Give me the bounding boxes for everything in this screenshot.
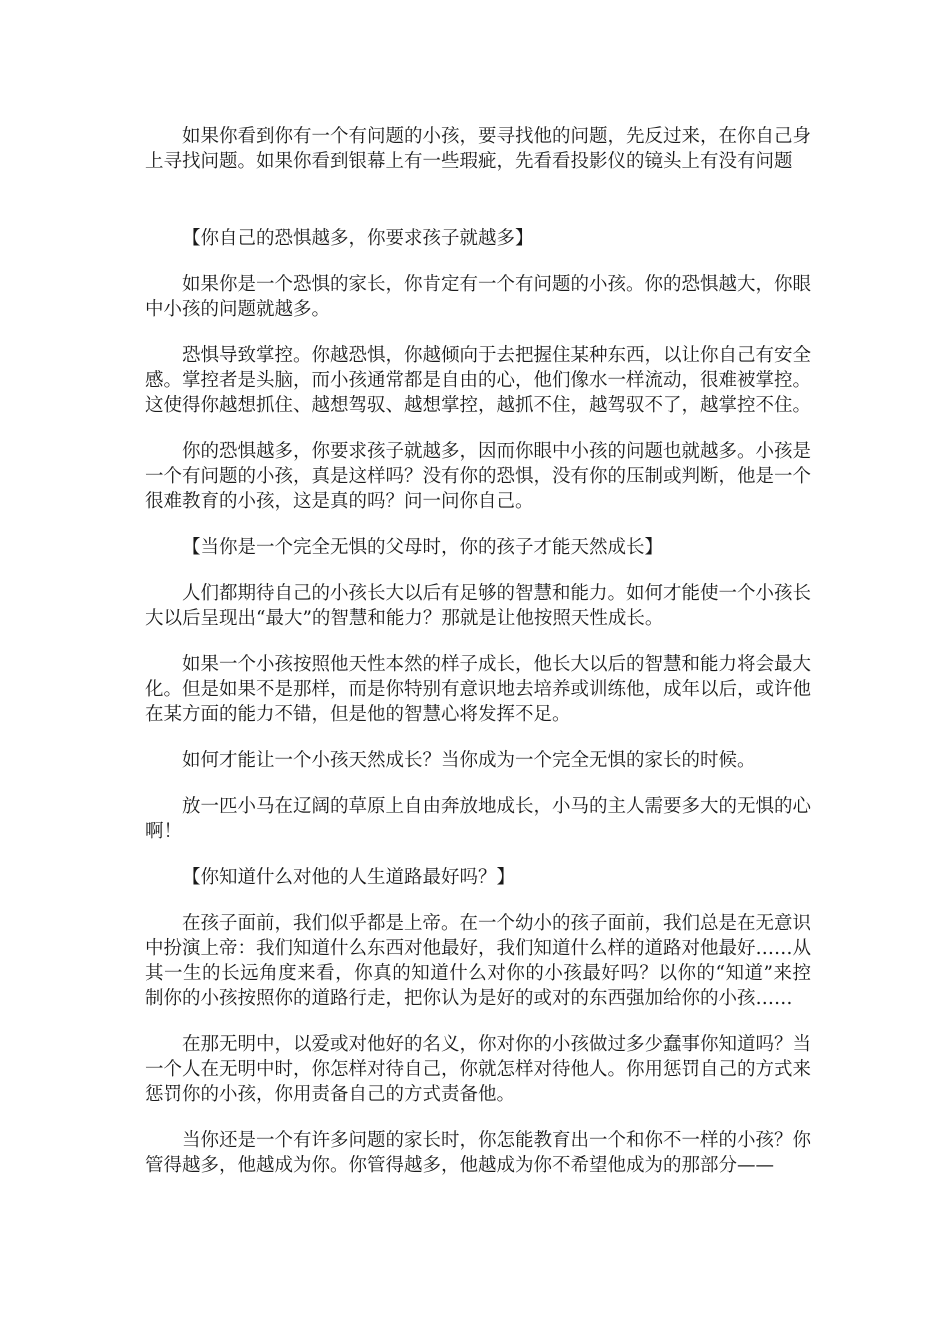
paragraph: 人们都期待自己的小孩长大以后有足够的智慧和能力。如何才能使一个小孩长大以后呈现出“最大”的智慧和能力？那就是让他按照天性成长。 — [145, 583, 812, 629]
document-body — [145, 124, 811, 1199]
paragraph: 当你还是一个有许多问题的家长时，你怎能教育出一个和你不一样的小孩？你管得越多，他越成为你。你管得越多，他越成为你不希望他成为的那部分—— — [145, 1130, 812, 1176]
paragraph: 如果你是一个恐惧的家长，你肯定有一个有问题的小孩。你的恐惧越大，你眼中小孩的问题就越多。 — [145, 274, 812, 320]
paragraph: 在孩子面前，我们似乎都是上帝。在一个幼小的孩子面前，我们总是在无意识中扮演上帝：我们知道什么东西对他最好，我们知道什么样的道路对他最好……从其一生的长远角度来看，你真的知道什么对你的小孩最好吗？以你的“知道”来控制你的小孩按照你的道路行走，把你认为是好的或对的东西强加给你的小孩…… — [145, 913, 812, 1009]
paragraph: 如果一个小孩按照他天性本然的样子成长，他长大以后的智慧和能力将会最大化。但是如果不是那样，而是你特别有意识地去培养或训练他，成年以后，或许他在某方面的能力不错，但是他的智慧心将发挥不足。 — [145, 654, 812, 725]
paragraph: 在那无明中，以爱或对他好的名义，你对你的小孩做过多少蠢事你知道吗？当一个人在无明中时，你怎样对待自己，你就怎样对待他人。你用惩罚自己的方式来惩罚你的小孩，你用责备自己的方式责备他。 — [145, 1034, 812, 1105]
paragraph: 放一匹小马在辽阔的草原上自由奔放地成长，小马的主人需要多大的无惧的心啊！ — [145, 796, 812, 842]
paragraph: 你的恐惧越多，你要求孩子就越多，因而你眼中小孩的问题也就越多。小孩是一个有问题的小孩，真是这样吗？没有你的恐惧，没有你的压制或判断，他是一个很难教育的小孩，这是真的吗？问一问你自己。 — [145, 441, 812, 512]
paragraph: 如何才能让一个小孩天然成长？当你成为一个完全无惧的家长的时候。 — [182, 750, 756, 771]
paragraph: 恐惧导致掌控。你越恐惧，你越倾向于去把握住某种东西，以让你自己有安全感。掌控者是头脑，而小孩通常都是自由的心，他们像水一样流动，很难被掌控。这使得你越想抓住、越想驾驭、越想掌控，越抓不住，越驾驭不了，越掌控不住。 — [145, 345, 812, 416]
section-heading-fearless-parent: 【当你是一个完全无惧的父母时，你的孩子才能天然成长】 — [182, 537, 664, 558]
section-heading-life-path: 【你知道什么对他的人生道路最好吗？】 — [182, 867, 516, 888]
section-heading-fear: 【你自己的恐惧越多，你要求孩子就越多】 — [182, 228, 534, 249]
paragraph-intro: 如果你看到你有一个有问题的小孩，要寻找他的问题，先反过来，在你自己身上寻找问题。如果你看到银幕上有一些瑕疵，先看看投影仪的镜头上有没有问题 — [145, 126, 812, 172]
